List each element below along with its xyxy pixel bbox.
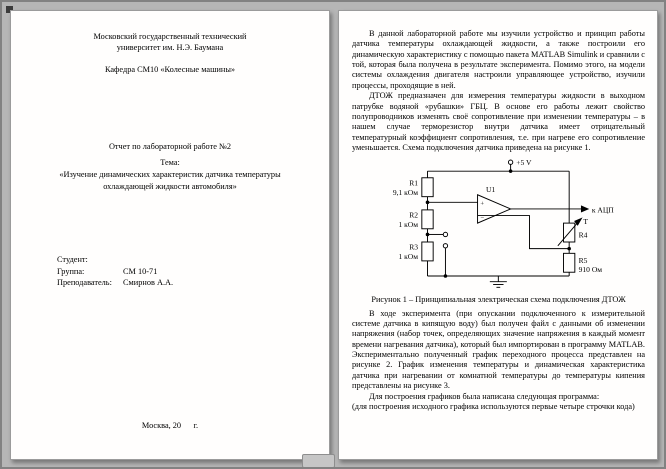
r2-label: R2 (409, 210, 419, 220)
report-title: Отчет по лабораторной работе №2 (108, 142, 232, 151)
scrollbar-thumb[interactable] (302, 454, 335, 468)
resistor-r3 (422, 242, 433, 261)
junction-dot (568, 248, 571, 251)
teacher-row (57, 277, 173, 289)
wires (428, 165, 582, 276)
r4-label: R4 (578, 230, 588, 240)
theme-label: Тема: (160, 158, 180, 168)
supply-terminal (508, 160, 512, 164)
resistor-r1 (422, 178, 433, 197)
paragraph-experiment: В ходе эксперимента (при опускании подключенного к измерительной системе датчика в кипящую воду) был получен файл с данными об изменении напряжения (набор точек, определяющих значение напряжения в каждый момент времени нагревания датчика), который был импортирован в программу MATLAB. Экспериментально полученный график переходного процесса представлен на рисунке 2. График изменения температуры и динамическая характеристика датчика при нагревании от комнатной температуры до температуры кипения представлены на рисунке 3. (352, 308, 645, 391)
thermistor-arrowhead (575, 219, 582, 226)
university-header (11, 31, 329, 76)
page-title (10, 10, 330, 460)
r5-label: R5 (578, 256, 588, 266)
junction-dot (426, 233, 429, 236)
student-label: Студент: (57, 255, 88, 264)
supply-label: +5 V (516, 158, 532, 168)
resistor-r5 (564, 254, 575, 273)
city-year-line: Москва, 20 г. (141, 421, 199, 430)
page-content (338, 10, 658, 460)
resistor-r2 (422, 210, 433, 229)
group-value: СМ 10-71 (123, 266, 158, 276)
sensor-terminal-top (443, 233, 447, 237)
student-row (57, 254, 173, 266)
opamp-plus: + (480, 200, 485, 208)
thermistor-label: T (583, 217, 588, 227)
department-name: Кафедра СМ10 «Колесные машины» (104, 65, 236, 75)
report-body (352, 29, 645, 412)
figure-caption: Рисунок 1 – Принципиальная электрическая схема подключения ДТОЖ (371, 295, 626, 305)
paragraph-intro: В данной лабораторной работе мы изучили устройство и принцип работы датчика температуры охлаждающей жидкости, а также построили его динамическую характеристику с помощью пакета MATLAB Simulink и сравнили с той, которая была получена в результате эксперимента. Помимо этого, на модели системы охлаждения двигателя настроили управляющее устройство, изучили процессы, проходящие в ней. (352, 29, 645, 90)
r5-value: 910 Ом (578, 265, 603, 275)
junction-dot (426, 201, 429, 204)
r2-value: 1 кОм (398, 220, 419, 230)
adc-label: к АЦП (591, 205, 614, 215)
junction-dot (444, 275, 447, 278)
paragraph-dtozh: ДТОЖ предназначен для измерения температуры жидкости в выходном патрубке водяной «рубашки» ГБЦ. В основе его работы лежит свойство полупроводников изменять своё сопротивление при изменении температуры – в нашем случае терморезистор внутри датчика имеет отрицательный температурный коэффициент сопротивления, т.е. при нагреве его сопротивление уменьшается. Схема подключения датчика приведена на рисунке 1. (352, 91, 645, 152)
adc-arrowhead (581, 206, 588, 212)
teacher-value: Смирнов А.А. (123, 278, 174, 288)
circuit-schematic (380, 157, 628, 293)
junction-dot (509, 170, 512, 173)
r3-label: R3 (409, 242, 419, 252)
opamp-label: U1 (486, 185, 496, 195)
r3-value: 1 кОм (398, 252, 419, 262)
theme-text: «Изучение динамических характеристик датчика температуры охлаждающей жидкости автомобиля» (59, 170, 281, 191)
paragraph-program-note: (для построения исходного графика используются первые четыре строчки кода) (352, 401, 635, 411)
university-name: Московский государственный технический университет им. Н.Э. Баумана (93, 32, 247, 53)
opamp-minus: − (480, 214, 485, 222)
credentials-block (57, 254, 173, 289)
group-label: Группа: (57, 266, 85, 276)
group-row (57, 266, 173, 278)
r1-label: R1 (409, 178, 419, 188)
ground-symbol (490, 276, 507, 287)
r1-value: 9,1 кОм (392, 188, 419, 198)
teacher-label: Преподаватель: (57, 278, 112, 288)
paragraph-program: Для построения графиков была написана следующая программа: (369, 391, 600, 401)
sensor-terminal-bottom (443, 244, 447, 248)
report-title-block (11, 141, 329, 192)
